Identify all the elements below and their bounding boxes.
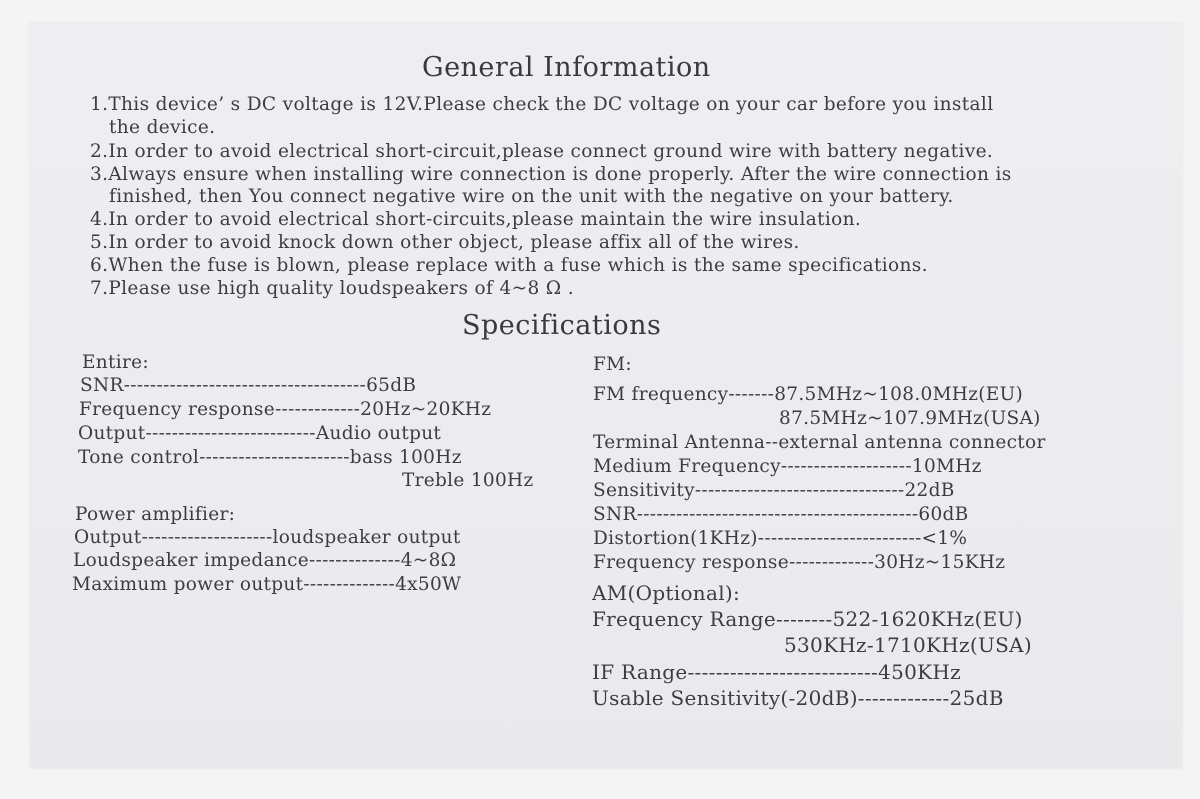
pa-max-power: Maximum power output--------------4x50W	[72, 574, 462, 595]
general-item-7: 7.Please use high quality loudspeakers of 4~8 Ω .	[90, 278, 574, 299]
general-item-2: 2.In order to avoid electrical short-circuit,please connect ground wire with battery negative.	[90, 141, 994, 162]
general-item-3: 3.Always ensure when installing wire connection is done properly. After the wire connection is	[90, 164, 1012, 185]
pa-output: Output--------------------loudspeaker output	[74, 527, 461, 548]
entire-frequency-response: Frequency response-------------20Hz~20KHz	[79, 399, 492, 420]
fm-label: FM:	[593, 354, 632, 375]
power-amplifier-label: Power amplifier:	[75, 504, 236, 525]
general-item-4: 4.In order to avoid electrical short-circuits,please maintain the wire insulation.	[90, 209, 862, 230]
am-label: AM(Optional):	[592, 581, 741, 605]
general-item-1-cont: the device.	[109, 117, 216, 138]
fm-sensitivity: Sensitivity--------------------------------22dB	[593, 480, 955, 501]
am-usable-sensitivity: Usable Sensitivity(-20dB)-------------25dB	[592, 686, 1004, 710]
specifications-title: Specifications	[462, 310, 662, 341]
fm-frequency-response: Frequency response-------------30Hz~15KHz	[593, 552, 1006, 573]
general-item-6: 6.When the fuse is blown, please replace with a fuse which is the same specifications.	[90, 255, 928, 276]
general-info-title: General Information	[422, 52, 711, 83]
fm-antenna: Terminal Antenna--external antenna connector	[593, 432, 1046, 453]
am-frequency-range-usa: 530KHz-1710KHz(USA)	[784, 633, 1032, 657]
pa-impedance: Loudspeaker impedance--------------4~8Ω	[73, 550, 457, 571]
fm-frequency: FM frequency-------87.5MHz~108.0MHz(EU)	[593, 384, 1024, 405]
fm-snr: SNR-------------------------------------------60dB	[593, 504, 969, 525]
fm-medium-frequency: Medium Frequency--------------------10MHz	[593, 456, 982, 477]
entire-output: Output--------------------------Audio output	[78, 423, 442, 444]
general-item-3-cont: finished, then You connect negative wire on the unit with the negative on your battery.	[109, 186, 954, 207]
fm-frequency-usa: 87.5MHz~107.9MHz(USA)	[779, 408, 1041, 429]
fm-distortion: Distortion(1KHz)-------------------------<1%	[593, 528, 968, 549]
entire-treble: Treble 100Hz	[402, 470, 534, 491]
general-item-5: 5.In order to avoid knock down other object, please affix all of the wires.	[90, 232, 800, 253]
entire-tone-control: Tone control-----------------------bass 100Hz	[78, 447, 462, 468]
am-if-range: IF Range---------------------------450KHz	[592, 660, 961, 684]
general-item-1: 1.This device’ s DC voltage is 12V.Please check the DC voltage on your car before you install	[90, 94, 994, 115]
spec-card	[30, 22, 1182, 767]
am-frequency-range: Frequency Range--------522-1620KHz(EU)	[592, 607, 1023, 631]
entire-label: Entire:	[82, 352, 149, 373]
entire-snr: SNR-------------------------------------65dB	[80, 375, 417, 396]
